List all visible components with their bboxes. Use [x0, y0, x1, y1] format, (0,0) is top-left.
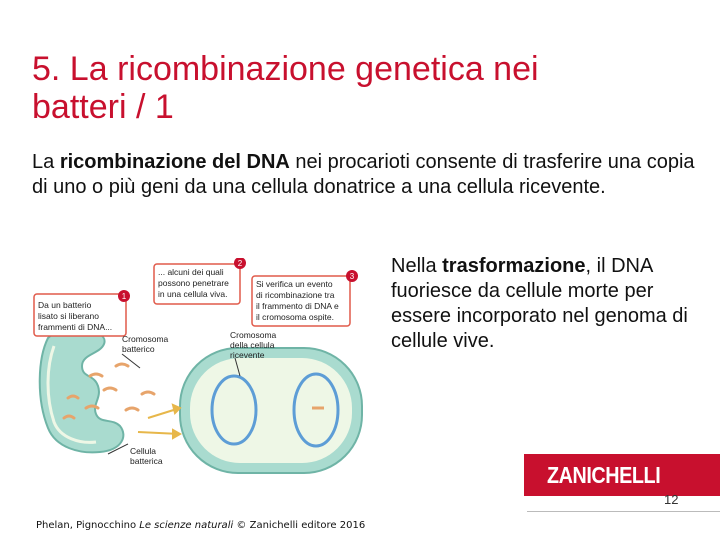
publisher-logo-text: ZANICHELLI	[547, 462, 661, 488]
credit-book-title: Le scienze naturali	[139, 520, 234, 531]
intro-text-1: La	[32, 151, 60, 173]
callout-1-line-1: Da un batterio	[38, 300, 92, 310]
label-bacterial-chromosome-1: Cromosoma	[122, 334, 169, 344]
slide-title	[32, 50, 692, 126]
intro-paragraph	[32, 150, 702, 200]
side-bold-term: trasformazione	[442, 255, 586, 277]
label-bacterial-cell-2: batterica	[130, 456, 163, 466]
callout-3-line-1: Si verifica un evento	[256, 279, 333, 289]
callout-1-line-3: frammenti di DNA...	[38, 322, 113, 332]
callout-2-number: 2	[237, 259, 243, 268]
transformation-diagram	[30, 258, 378, 483]
callout-3-line-3: il frammento di DNA e	[256, 301, 339, 311]
transformation-illustration	[30, 258, 378, 483]
label-bacterial-chromosome-2: batterico	[122, 344, 155, 354]
callout-3-line-2: di ricombinazione tra	[256, 290, 335, 300]
uptake-arrows	[138, 405, 180, 438]
callout-3-line-4: il cromosoma ospite.	[256, 312, 334, 322]
side-text-1: Nella	[391, 255, 443, 277]
callout-1-line-2: lisato si liberano	[38, 311, 99, 321]
recipient-bacterium	[180, 348, 362, 473]
publisher-logo	[524, 454, 720, 496]
intro-text-2: nei procarioti consente di trasferire una copia di uno o più geni da una cellula donatrice a una cellula ricevente.	[32, 151, 695, 198]
label-bacterial-cell-1: Cellula	[130, 446, 156, 456]
slide-title-line-1: 5. La ricombinazione genetica nei	[32, 50, 539, 88]
footer-credit	[36, 520, 365, 531]
slide-title-line-2: batteri / 1	[32, 88, 174, 126]
side-paragraph	[391, 254, 711, 354]
footer-divider	[527, 511, 720, 512]
credit-authors: Phelan, Pignocchino	[36, 520, 140, 531]
label-recipient-chromosome-3: ricevente	[230, 350, 265, 360]
callout-1	[34, 290, 130, 336]
lysed-bacterium	[40, 330, 124, 453]
callout-2-line-3: in una cellula viva.	[158, 289, 228, 299]
credit-publisher: © Zanichelli editore 2016	[233, 520, 366, 531]
callout-1-number: 1	[121, 292, 127, 301]
callout-3	[252, 270, 358, 326]
callout-2-line-1: ... alcuni dei quali	[158, 267, 224, 277]
side-text-2: , il DNA fuoriesce da cellule morte per essere incorporato nel genoma di cellule vive.	[391, 255, 688, 352]
callout-3-number: 3	[349, 272, 355, 281]
page-number: 12	[664, 492, 679, 507]
intro-bold-term: ricombinazione del DNA	[59, 151, 290, 173]
callout-2-line-2: possono penetrare	[158, 278, 229, 288]
callout-2	[154, 258, 246, 304]
label-recipient-chromosome-2: della cellula	[230, 340, 275, 350]
label-recipient-chromosome-1: Cromosoma	[230, 330, 277, 340]
